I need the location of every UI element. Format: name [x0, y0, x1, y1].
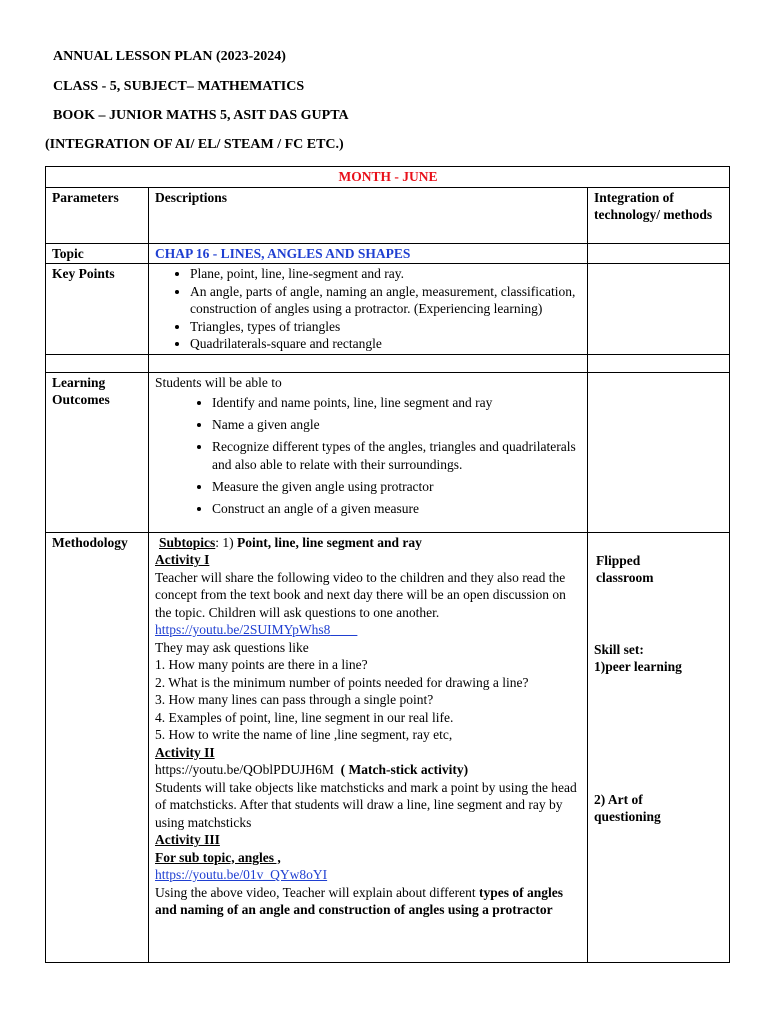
activity3-text-bold: types of angles and naming of an angle and construction of angles using a protractor — [155, 884, 563, 917]
outcomes-label — [46, 372, 149, 532]
outcomes-row — [46, 372, 730, 532]
topic-row — [46, 243, 730, 264]
question-item: 2. What is the minimum number of points needed for drawing a line? — [155, 674, 529, 690]
spacer — [594, 534, 724, 552]
methodology-row — [46, 532, 730, 962]
integration-skill-1: 1)peer learning — [594, 659, 682, 674]
list-item: • An angle, parts of angle, naming an angle, measurement, classification, construction of angles using a protractor. (Experiencing learning) — [190, 283, 582, 318]
methodology-integration-cell — [588, 532, 730, 962]
activity2-title: Activity II — [155, 744, 215, 760]
list-item: • Triangles, types of triangles — [190, 318, 582, 336]
activity1-link[interactable]: https://youtu.be/2SUIMYpWhs8 — [155, 622, 331, 637]
list-item: • Construct an angle of a given measure — [212, 500, 582, 518]
question-item: 3. How many lines can pass through a single point? — [155, 692, 434, 707]
question-item: 5. How to write the name of line ,line segment, ray etc, — [155, 727, 453, 742]
activity3-subtopic: For sub topic, angles , — [155, 849, 281, 865]
activity1-text: Teacher will share the following video to the children and they also read the concept from the text book and next day there will be an open discussion on the topic. Children will ask questions to one another. — [155, 569, 566, 620]
topic-label: Topic — [46, 243, 149, 264]
subtopics-label: Subtopics — [159, 534, 216, 550]
keypoints-cell — [149, 264, 588, 355]
question-item: 4. Examples of point, line, line segment in our real life. — [155, 709, 454, 725]
activity1-link-line — [155, 621, 582, 639]
empty-cell — [149, 354, 588, 372]
list-item: • Identify and name points, line, line segment and ray — [212, 394, 582, 412]
subtopics-line — [155, 534, 582, 552]
methodology-cell — [149, 532, 588, 962]
outcomes-cell — [149, 372, 588, 532]
activity2-link[interactable]: https://youtu.be/QOblPDUJH6M — [155, 762, 334, 777]
topic-integration-cell — [588, 243, 730, 264]
col-descriptions: Descriptions — [149, 187, 588, 243]
outcomes-integration-cell — [588, 372, 730, 532]
topic-value: CHAP 16 - LINES, ANGLES AND SHAPES — [149, 243, 588, 264]
integration-line: (INTEGRATION OF AI/ EL/ STEAM / FC ETC.) — [45, 137, 344, 152]
month-heading: MONTH - JUNE — [46, 167, 730, 188]
list-item: • Name a given angle — [212, 416, 582, 434]
link-underline-tail — [330, 622, 357, 637]
outcomes-list — [155, 394, 582, 517]
list-item: • Measure the given angle using protractor — [212, 478, 582, 496]
lesson-plan-table — [45, 166, 730, 963]
empty-cell — [46, 354, 149, 372]
column-header-row — [46, 187, 730, 243]
integration-skillset-label: Skill set: — [594, 641, 644, 657]
list-item: • Recognize different types of the angles, triangles and quadrilaterals and also able to relate with their surroundings. — [212, 438, 582, 473]
outcomes-label-line2: Outcomes — [52, 392, 110, 407]
activity2-tag: ( Match-stick activity) — [340, 762, 469, 777]
col-integration: Integration of technology/ methods — [588, 187, 730, 243]
activity3-text-plain: Using the above video, Teacher will explain about different — [155, 884, 479, 900]
activity2-link-line — [155, 761, 582, 779]
spacer — [594, 587, 724, 641]
question-item: 1. How many points are there in a line? — [155, 657, 368, 672]
month-row — [46, 167, 730, 188]
outcomes-label-line1: Learning — [52, 374, 106, 390]
activity3-link[interactable]: https://youtu.be/01v_QYw8oYI — [155, 867, 328, 882]
keypoints-integration-cell — [588, 264, 730, 355]
col-parameters: Parameters — [46, 187, 149, 243]
empty-row — [46, 354, 730, 372]
integration-flipped-classroom: Flipped classroom — [596, 552, 654, 585]
activity2-text: Students will take objects like matchsticks and mark a point by using the head of matchsticks. After that students will draw a line, line segment and ray by using matchsticks — [155, 779, 577, 830]
spacer — [594, 676, 724, 791]
activity1-title: Activity I — [155, 552, 210, 567]
integration-skill-2: 2) Art of questioning — [594, 791, 661, 824]
keypoints-label: Key Points — [46, 264, 149, 355]
keypoints-list — [155, 265, 582, 353]
subtopic-1: Point, line, line segment and ray — [237, 534, 422, 550]
activity3-text — [155, 884, 582, 919]
keypoints-row — [46, 264, 730, 355]
class-subject-line: CLASS - 5, SUBJECT– MATHEMATICS — [53, 79, 305, 94]
list-item: • Plane, point, line, line-segment and ray. — [190, 265, 582, 283]
questions-intro: They may ask questions like — [155, 639, 309, 655]
empty-cell — [588, 354, 730, 372]
subtopics-prefix: : 1) — [215, 534, 238, 550]
lesson-plan-title: ANNUAL LESSON PLAN (2023-2024) — [53, 49, 286, 64]
list-item: • Quadrilaterals-square and rectangle — [190, 335, 582, 353]
book-line: BOOK – JUNIOR MATHS 5, ASIT DAS GUPTA — [53, 108, 349, 123]
methodology-label: Methodology — [46, 532, 149, 962]
activity3-title: Activity III — [155, 832, 220, 847]
outcomes-intro: Students will be able to — [155, 374, 282, 390]
